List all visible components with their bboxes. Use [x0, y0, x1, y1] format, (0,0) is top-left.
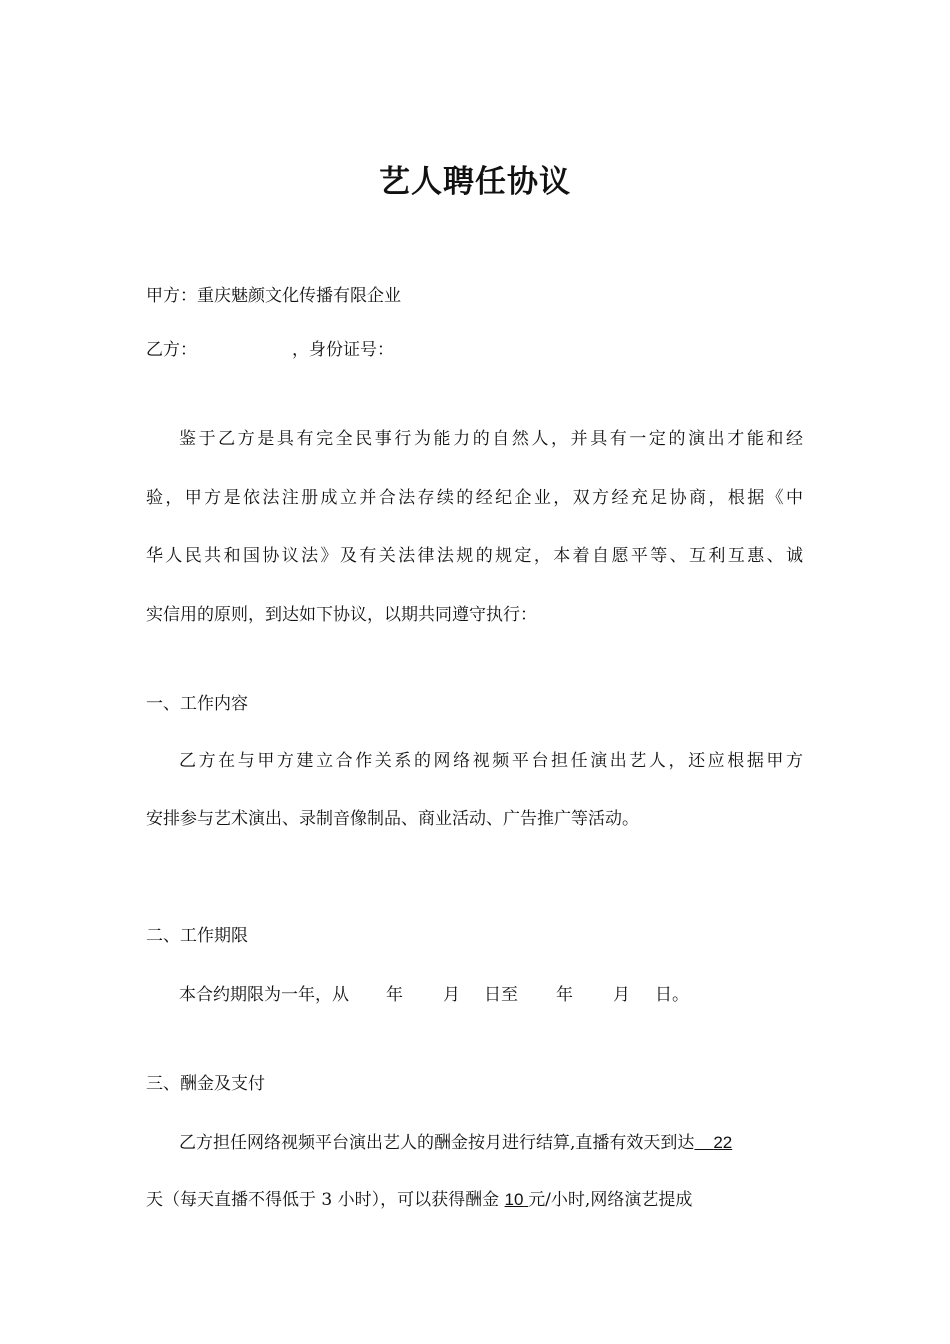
valid-days-value: 22 [713, 1133, 733, 1152]
party-a-line: 甲方：重庆魅颜文化传播有限企业 [146, 286, 401, 306]
start-month-label: 月 [443, 985, 460, 1005]
section-3-line-2 [146, 1188, 692, 1212]
section-2-heading: 二、工作期限 [146, 926, 248, 946]
document-title: 艺人聘任协议 [379, 164, 571, 200]
party-b-id-label: ，身份证号： [292, 340, 394, 360]
preamble-line-2: 验，甲方是依法注册成立并合法存续的经纪企业，双方经充足协商，根据《中 [146, 488, 803, 508]
section-3-heading: 三、酬金及支付 [146, 1074, 265, 1094]
party-b-line [146, 338, 394, 362]
section-3-line-2-prefix: 天（每天直播不得低于 3 小时），可以获得酬金 [146, 1190, 500, 1210]
end-year-label: 年 [556, 985, 573, 1005]
party-b-label: 乙方： [146, 340, 197, 360]
start-year-label: 年 [386, 985, 403, 1005]
hourly-rate-value: 10 [504, 1190, 524, 1209]
preamble-line-4: 实信用的原则，到达如下协议，以期共同遵守执行： [146, 605, 537, 625]
start-day-label: 日至 [484, 985, 518, 1005]
section-3-line-2-suffix: 元/小时,网络演艺提成 [528, 1190, 693, 1210]
section-1-heading: 一、工作内容 [146, 694, 248, 714]
section-1-line-2: 安排参与艺术演出、录制音像制品、商业活动、广告推广等活动。 [146, 809, 639, 829]
end-day-label: 日。 [655, 985, 689, 1005]
preamble-line-3: 华人民共和国协议法》及有关法律法规的规定，本着自愿平等、互利互惠、诚 [146, 546, 803, 566]
term-prefix: 本合约期限为一年，从 [179, 985, 349, 1005]
end-month-label: 月 [613, 985, 630, 1005]
section-1-line-1: 乙方在与甲方建立合作关系的网络视频平台担任演出艺人，还应根据甲方 [179, 751, 803, 771]
section-3-line-1-text: 乙方担任网络视频平台演出艺人的酬金按月进行结算,直播有效天到达 [179, 1133, 695, 1153]
preamble-line-1: 鉴于乙方是具有完全民事行为能力的自然人，并具有一定的演出才能和经 [179, 429, 803, 449]
section-2-term-line [179, 983, 689, 1007]
section-3-line-1 [179, 1131, 732, 1155]
